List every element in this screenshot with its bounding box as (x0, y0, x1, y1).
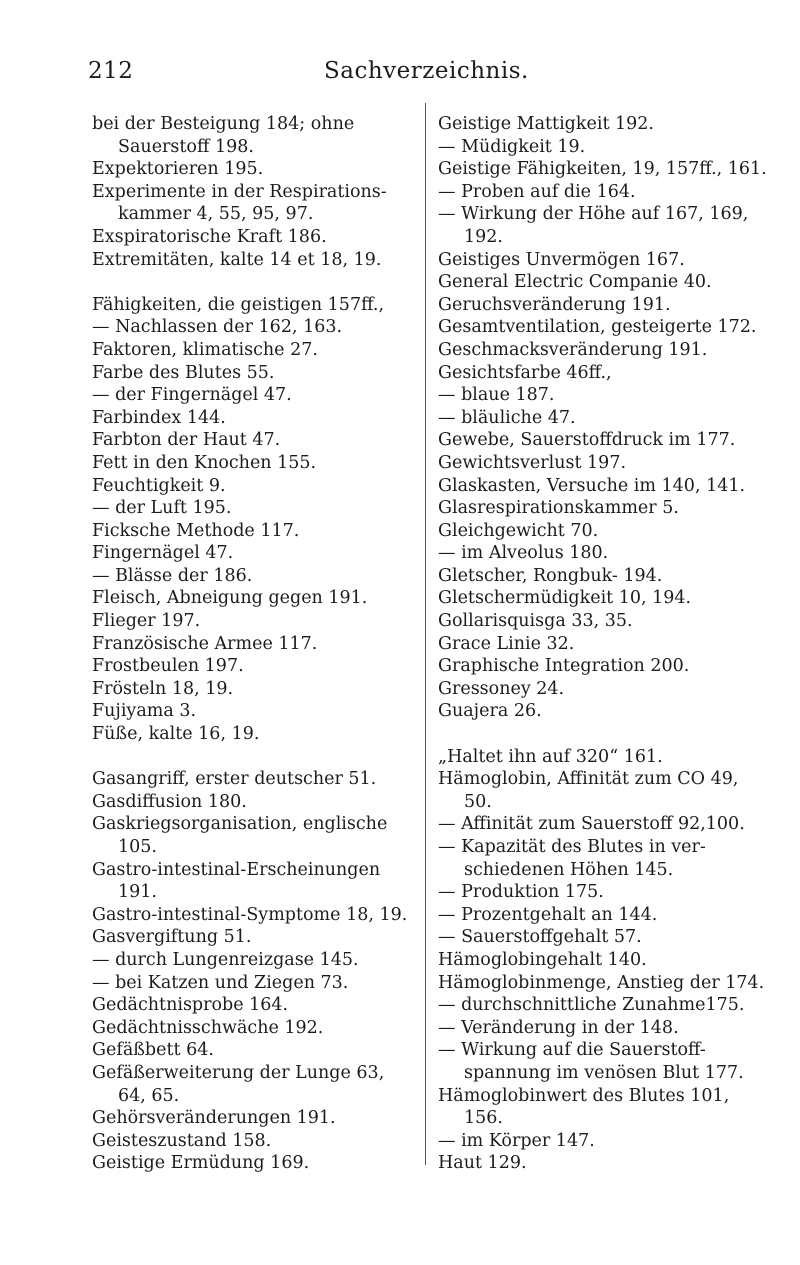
index-entry: Glaskasten, Versuche im 140, 141. (438, 475, 746, 496)
index-entry: — im Alveolus 180. (438, 543, 609, 564)
index-entry: Gastro-intestinal-Erscheinungen 191. (92, 859, 381, 903)
index-entry: Geruchsveränderung 191. (438, 294, 671, 315)
index-entry: Experimente in der Respirations- kammer 4, 55, 95, 97. (92, 181, 387, 225)
index-entry: — bei Katzen und Ziegen 73. (92, 972, 349, 993)
index-entry: — der Luft 195. (92, 498, 232, 519)
index-entry: — der Fingernägel 47. (92, 385, 292, 406)
index-entry: — Müdigkeit 19. (438, 136, 586, 157)
left-column (92, 113, 410, 1175)
index-entry: Gleichgewicht 70. (438, 520, 599, 541)
index-entry: — Wirkung auf die Sauerstoff- spannung im venösen Blut 177. (438, 1040, 744, 1083)
index-entry: — Blässe der 186. (92, 565, 253, 586)
index-entry: — Produktion 175. (438, 882, 604, 903)
index-entry: — Veränderung in der 148. (438, 1017, 679, 1038)
index-entry: bei der Besteigung 184; ohne Sauerstoff 198. (92, 114, 355, 157)
index-entry: Faktoren, klimatische 27. (92, 339, 318, 360)
index-entry: Haut 129. (438, 1153, 527, 1174)
index-entry: — Proben auf die 164. (438, 181, 636, 202)
index-entry: Feuchtigkeit 9. (92, 475, 226, 496)
index-entry: Expektorieren 195. (92, 159, 264, 180)
index-entry: — Affinität zum Sauerstoff 92,100. (438, 814, 745, 835)
running-title: Sachverzeichnis. (324, 58, 529, 84)
index-entry: Gollarisquisga 33, 35. (438, 611, 633, 632)
index-entry: — Prozentgehalt an 144. (438, 904, 658, 925)
index-entry: Frostbeulen 197. (92, 656, 244, 677)
index-entry: — Nachlassen der 162, 163. (92, 317, 343, 338)
index-entry: Gaskriegsorganisation, englische 105. (92, 814, 388, 857)
index-entry: Farbe des Blutes 55. (92, 362, 275, 383)
index-entry: Geisteszustand 158. (92, 1130, 272, 1151)
index-entry: — Wirkung der Höhe auf 167, 169, 192. (438, 204, 749, 247)
index-entry: Gletschermüdigkeit 10, 194. (438, 588, 692, 609)
index-entry: Grace Linie 32. (438, 633, 575, 654)
index-entry: Hämoglobinmenge, Anstieg der 174. (438, 972, 765, 993)
index-entry: Fleisch, Abneigung gegen 191. (92, 588, 368, 609)
index-entry: Gasangriff, erster deutscher 51. (92, 769, 377, 790)
index-entry: Französische Armee 117. (92, 633, 318, 654)
index-entry: Hämoglobin, Affinität zum CO 49, 50. (438, 769, 739, 812)
index-entry: Gastro-intestinal-Symptome 18, 19. (92, 904, 408, 925)
page-number: 212 (88, 58, 134, 84)
index-entry: — durch Lungenreizgase 145. (92, 949, 359, 970)
index-entry: Gedächtnisschwäche 192. (92, 1017, 324, 1038)
index-entry: — blaue 187. (438, 385, 555, 406)
index-entry: Guajera 26. (438, 701, 542, 722)
index-entry: Geistige Fähigkeiten, 19, 157ff., 161. (438, 159, 767, 180)
index-entry: Gefäßerweiterung der Lunge 63, 64, 65. (92, 1062, 385, 1106)
index-entry: Füße, kalte 16, 19. (92, 724, 260, 745)
index-entry: Gewebe, Sauerstoffdruck im 177. (438, 430, 736, 451)
index-entry: Frösteln 18, 19. (92, 678, 234, 699)
index-entry: — im Körper 147. (438, 1130, 595, 1151)
index-entry: Gehörsveränderungen 191. (92, 1108, 336, 1129)
index-entry: — Kapazität des Blutes in ver- schiedenen Höhen 145. (438, 837, 706, 880)
index-entry: Exspiratorische Kraft 186. (92, 226, 327, 247)
index-entry: Gasdiffusion 180. (92, 791, 247, 812)
index-entry: Ficksche Methode 117. (92, 520, 300, 541)
index-entry: Graphische Integration 200. (438, 656, 690, 677)
index-entry: Extremitäten, kalte 14 et 18, 19. (92, 249, 382, 270)
right-column (438, 113, 768, 1175)
index-entry: General Electric Companie 40. (438, 272, 712, 293)
index-entry: Hämoglobinwert des Blutes 101, 156. (438, 1085, 730, 1129)
index-entry: — Sauerstoffgehalt 57. (438, 927, 642, 948)
index-entry: Gesichtsfarbe 46ff., (438, 362, 612, 383)
column-divider (425, 103, 426, 1165)
index-entry: Gefäßbett 64. (92, 1040, 214, 1061)
index-entry: Fujiyama 3. (92, 701, 197, 722)
index-entry: Geistiges Unvermögen 167. (438, 249, 685, 270)
index-entry: Gedächtnisprobe 164. (92, 995, 289, 1016)
index-entry: Gletscher, Rongbuk- 194. (438, 565, 663, 586)
index-entry: Gesamtventilation, gesteigerte 172. (438, 317, 757, 338)
index-entry: Gressoney 24. (438, 678, 565, 699)
index-entry: Gasvergiftung 51. (92, 927, 252, 948)
index-entry: „Haltet ihn auf 320“ 161. (438, 746, 663, 767)
index-entry: — bläuliche 47. (438, 407, 576, 428)
index-entry: Hämoglobingehalt 140. (438, 949, 647, 970)
index-entry: Geistige Ermüdung 169. (92, 1153, 310, 1174)
index-entry: Geistige Mattigkeit 192. (438, 114, 654, 134)
section-gap (92, 271, 410, 294)
index-entry: Flieger 197. (92, 611, 201, 632)
index-entry: Gewichtsverlust 197. (438, 452, 627, 473)
section-gap (92, 746, 410, 769)
index-entry: Farbindex 144. (92, 407, 226, 428)
section-gap (438, 723, 768, 746)
index-entry: — durchschnittliche Zunahme175. (438, 995, 745, 1016)
index-entry: Farbton der Haut 47. (92, 430, 281, 451)
index-entry: Geschmacksveränderung 191. (438, 339, 708, 360)
index-entry: Glasrespirationskammer 5. (438, 498, 679, 519)
index-entry: Fähigkeiten, die geistigen 157ff., (92, 294, 385, 315)
index-entry: Fett in den Knochen 155. (92, 452, 317, 473)
page-header (0, 58, 800, 98)
index-entry: Fingernägel 47. (92, 543, 234, 564)
